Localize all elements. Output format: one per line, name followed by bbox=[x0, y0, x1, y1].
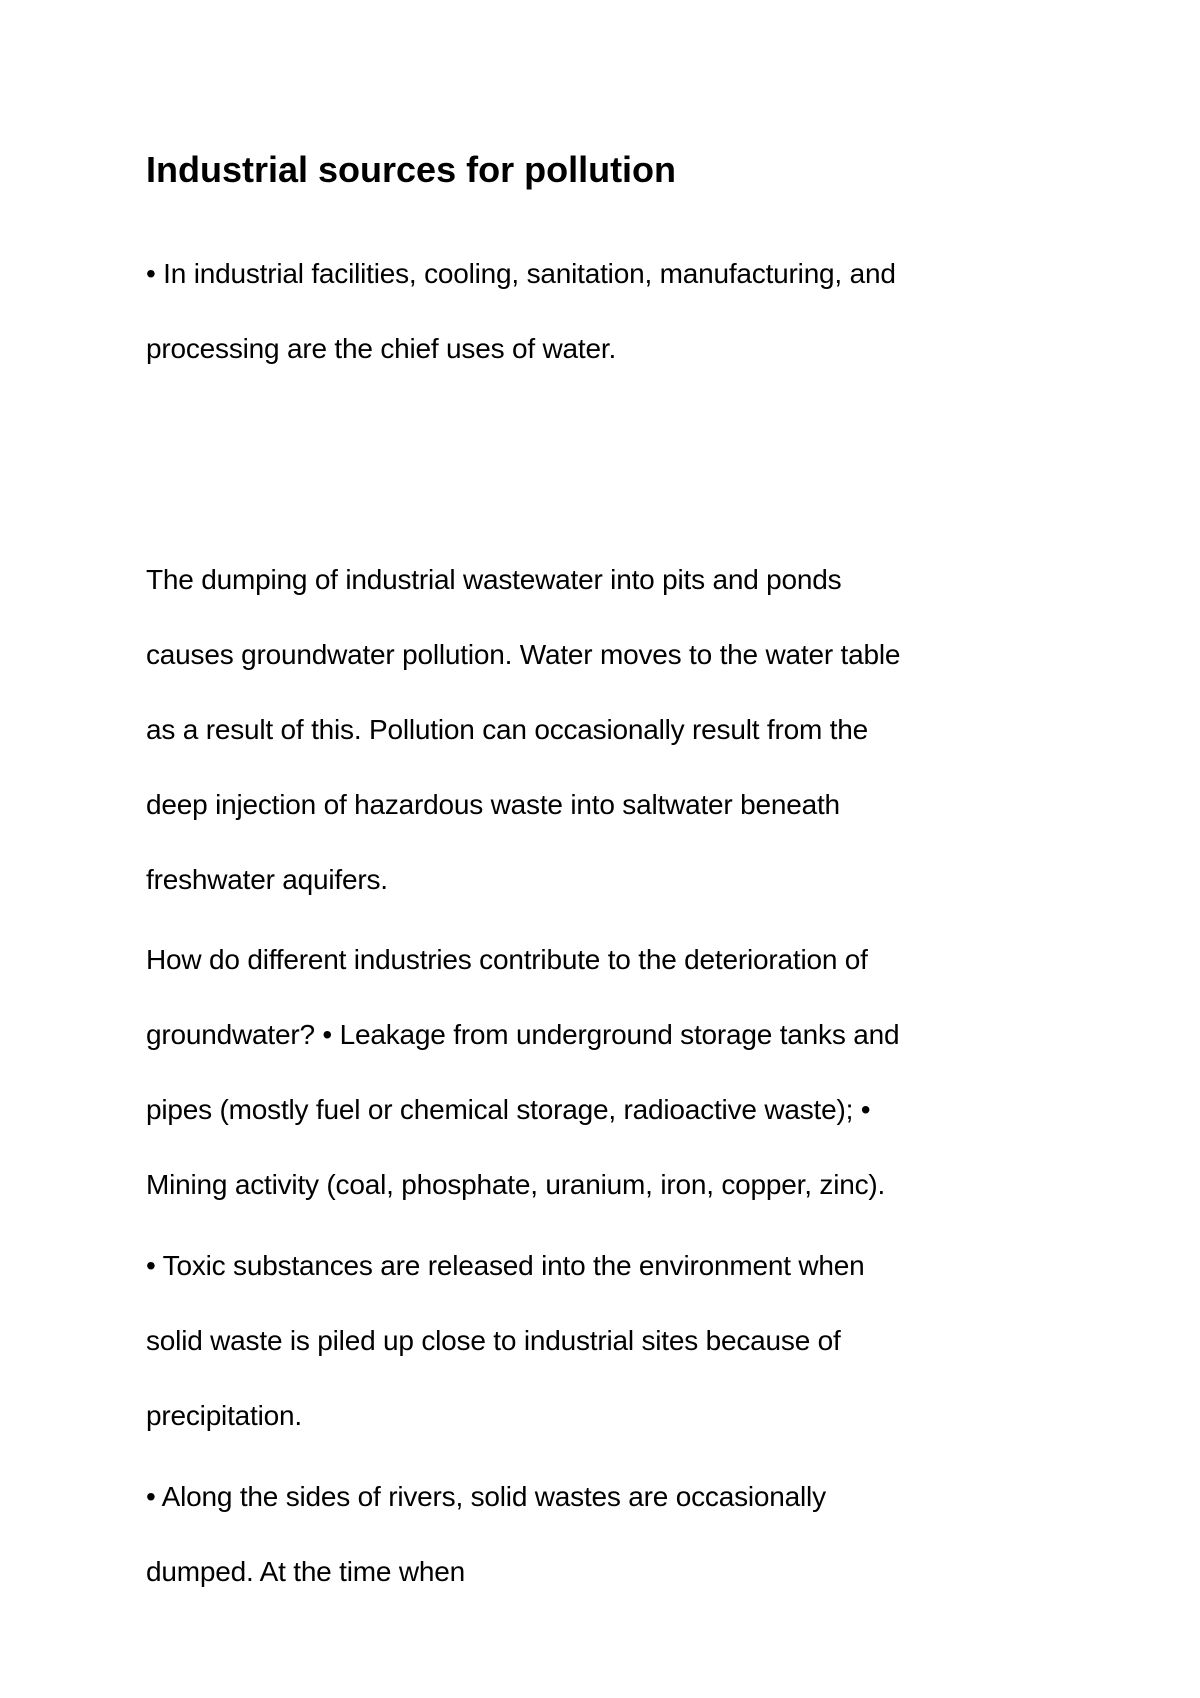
paragraph-line: freshwater aquifers. bbox=[146, 864, 388, 895]
paragraph-line: processing are the chief uses of water. bbox=[146, 333, 617, 364]
paragraph-line: • In industrial facilities, cooling, sanitation, manufacturing, and bbox=[146, 258, 896, 289]
paragraph-5 bbox=[146, 1459, 826, 1609]
paragraph-line: Mining activity (coal, phosphate, uranium, iron, copper, zinc). bbox=[146, 1169, 886, 1200]
paragraph-line: deep injection of hazardous waste into saltwater beneath bbox=[146, 789, 840, 820]
paragraph-4 bbox=[146, 1228, 865, 1453]
paragraph-line: pipes (mostly fuel or chemical storage, radioactive waste); • bbox=[146, 1094, 871, 1125]
paragraph-line: The dumping of industrial wastewater into pits and ponds bbox=[146, 564, 842, 595]
paragraph-line: • Along the sides of rivers, solid wastes are occasionally bbox=[146, 1481, 826, 1512]
paragraph-line: as a result of this. Pollution can occasionally result from the bbox=[146, 714, 868, 745]
paragraph-line: solid waste is piled up close to industrial sites because of bbox=[146, 1325, 841, 1356]
paragraph-1 bbox=[146, 236, 896, 386]
paragraph-line: How do different industries contribute to the deterioration of bbox=[146, 944, 868, 975]
paragraph-line: dumped. At the time when bbox=[146, 1556, 465, 1587]
document-page bbox=[146, 140, 1066, 1587]
paragraph-line: • Toxic substances are released into the environment when bbox=[146, 1250, 865, 1281]
paragraph-3 bbox=[146, 922, 899, 1222]
document-title: Industrial sources for pollution bbox=[146, 149, 677, 190]
paragraph-line: causes groundwater pollution. Water moves to the water table bbox=[146, 639, 901, 670]
paragraph-2 bbox=[146, 542, 900, 917]
paragraph-line: groundwater? • Leakage from underground storage tanks and bbox=[146, 1019, 900, 1050]
paragraph-line: precipitation. bbox=[146, 1400, 302, 1431]
